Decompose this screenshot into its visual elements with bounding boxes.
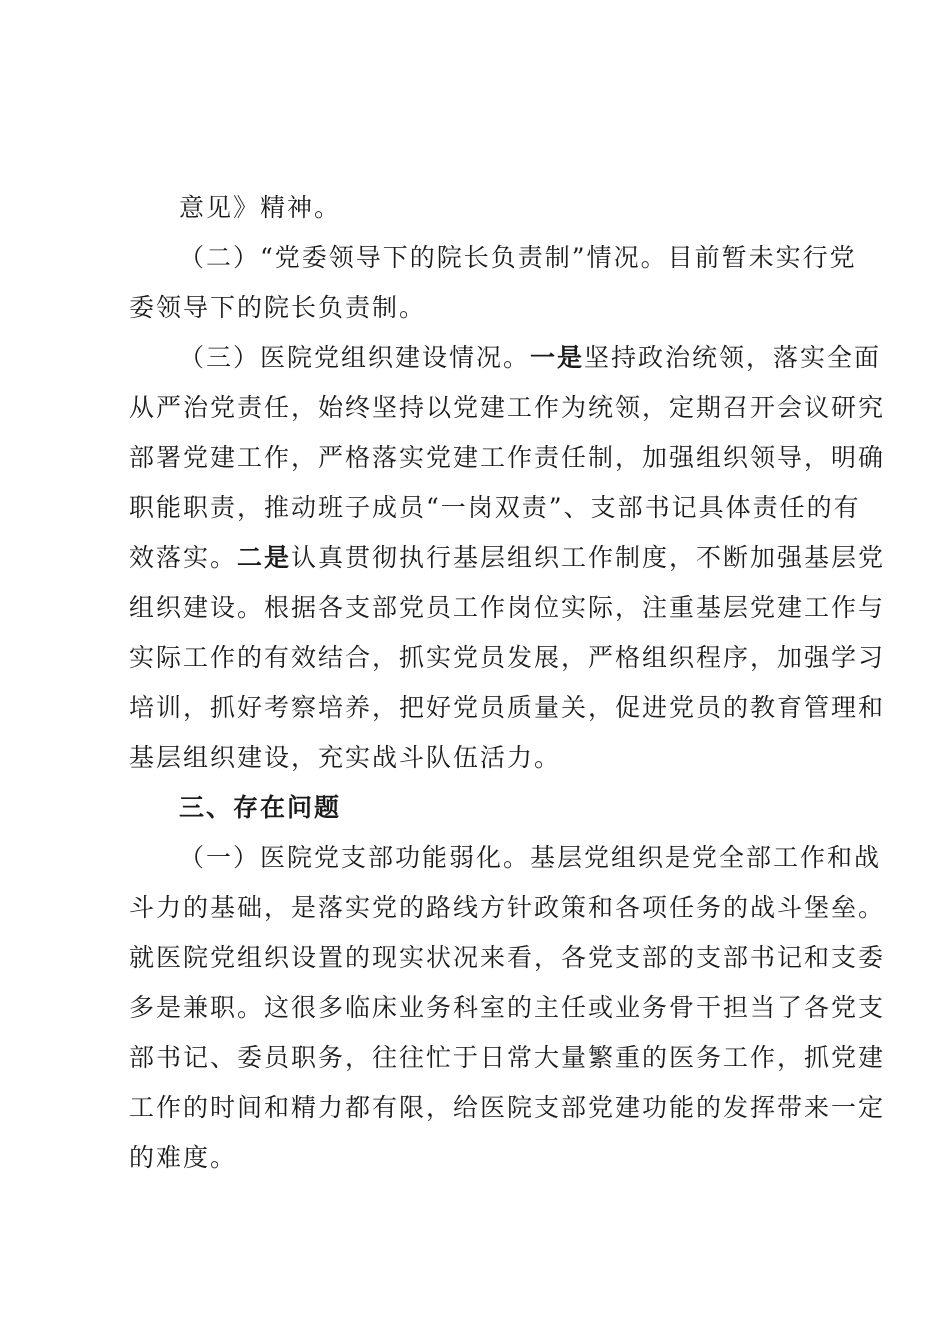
bold-text-run: 二是 bbox=[237, 543, 292, 572]
text-run: （三）医院党组织建设情况。 bbox=[179, 343, 531, 372]
paragraph-line: 部书记、委员职务，往往忙于日常大量繁重的医务工作，抓党建 bbox=[129, 1043, 886, 1072]
paragraph-line: 斗力的基础，是落实党的路线方针政策和各项任务的战斗堡垒。 bbox=[129, 893, 886, 922]
text-run: 效落实。 bbox=[129, 543, 238, 572]
section-heading: 三、存在问题 bbox=[179, 793, 342, 822]
paragraph-line: 从严治党责任，始终坚持以党建工作为统领，定期召开会议研究 bbox=[129, 393, 886, 422]
paragraph-line: 工作的时间和精力都有限，给医院支部党建功能的发挥带来一定 bbox=[129, 1093, 886, 1122]
paragraph-line: （二）“党委领导下的院长负责制”情况。目前暂未实行党 bbox=[179, 243, 857, 272]
paragraph-line: 实际工作的有效结合，抓实党员发展，严格组织程序，加强学习 bbox=[129, 643, 886, 672]
text-run: 认真贯彻执行基层组织工作制度，不断加强基层党 bbox=[291, 543, 886, 572]
paragraph-line: 多是兼职。这很多临床业务科室的主任或业务骨干担当了各党支 bbox=[129, 993, 886, 1022]
paragraph-line: 的难度。 bbox=[129, 1143, 238, 1172]
paragraph-line bbox=[179, 342, 882, 374]
paragraph-line: 委领导下的院长负责制。 bbox=[129, 293, 427, 322]
paragraph-line: 基层组织建设，充实战斗队伍活力。 bbox=[129, 743, 562, 772]
text-run: 坚持政治统领，落实全面 bbox=[584, 343, 882, 372]
bold-text-run: 一是 bbox=[530, 343, 585, 372]
paragraph-line: 培训，抓好考察培养，把好党员质量关，促进党员的教育管理和 bbox=[129, 693, 886, 722]
paragraph-line: （一）医院党支部功能弱化。基层党组织是党全部工作和战 bbox=[179, 843, 882, 872]
paragraph-line bbox=[129, 542, 886, 574]
paragraph-line: 职能职责，推动班子成员“一岗双责”、支部书记具体责任的有 bbox=[129, 493, 861, 522]
paragraph-line: 部署党建工作，严格落实党建工作责任制，加强组织领导，明确 bbox=[129, 443, 886, 472]
paragraph-line: 意见》精神。 bbox=[179, 193, 342, 222]
paragraph-line: 组织建设。根据各支部党员工作岗位实际，注重基层党建工作与 bbox=[129, 593, 886, 622]
paragraph-line: 就医院党组织设置的现实状况来看，各党支部的支部书记和支委 bbox=[129, 943, 886, 972]
